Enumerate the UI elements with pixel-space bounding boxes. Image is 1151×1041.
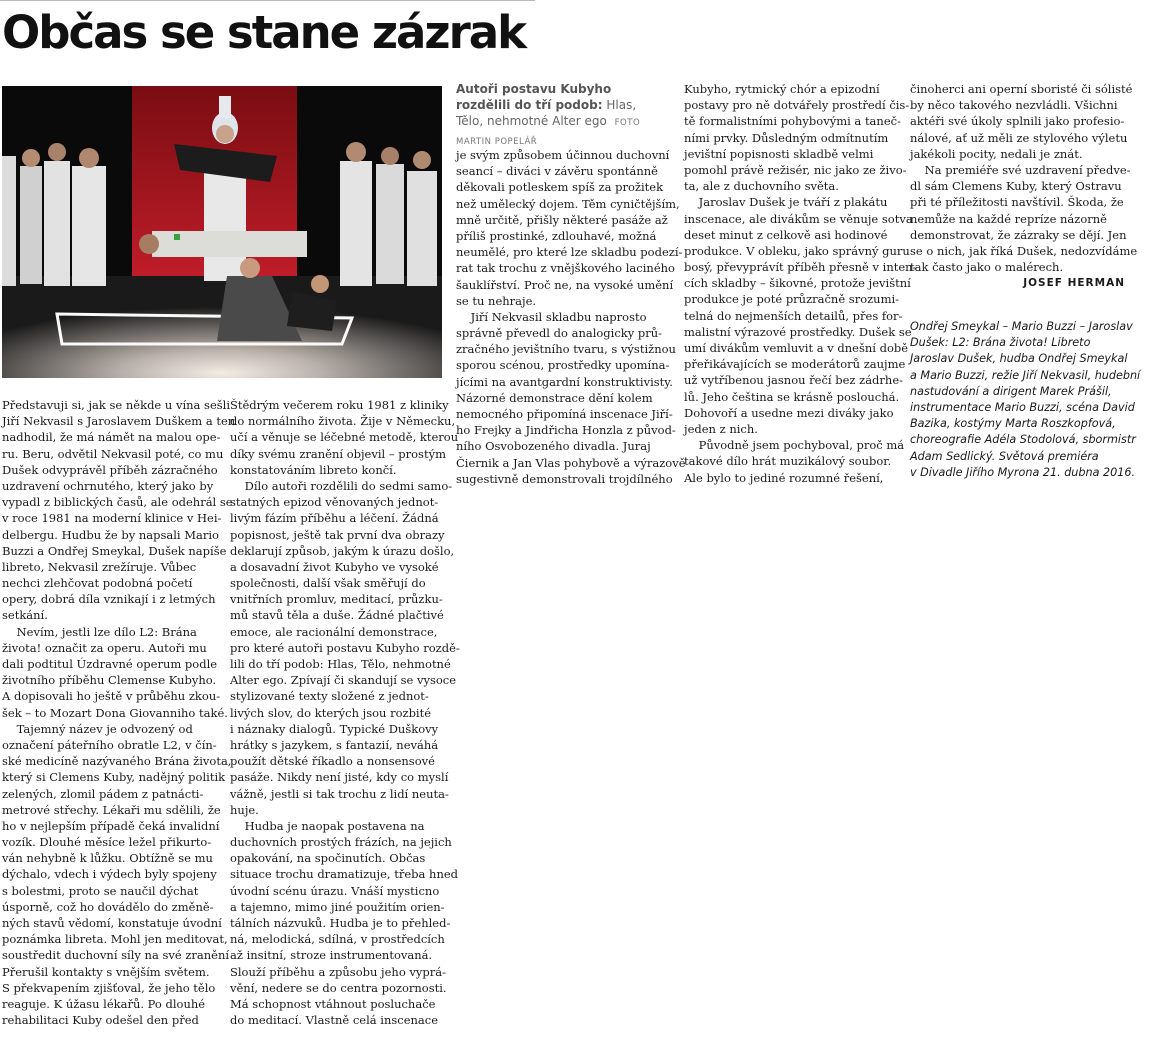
article-line: Představuji si, jak se někde u vína sešli bbox=[2, 398, 231, 412]
article-line: emoce, ale racionální demonstrace, bbox=[230, 624, 438, 639]
article-line: ské medicíně nazývaného Brána života, bbox=[2, 754, 232, 769]
production-credits bbox=[910, 319, 1141, 481]
article-line: učí a věnuje se léčebné metodě, kterou bbox=[230, 430, 459, 445]
article-column-3 bbox=[456, 147, 686, 487]
article-column-4 bbox=[684, 81, 917, 486]
article-line: Buzzi a Ondřej Smeykal, Dušek napíše bbox=[2, 543, 227, 558]
article-line: díky svému zranění objevil – prostým bbox=[230, 446, 446, 461]
credits-line: Ondřej Smeykal – Mario Buzzi – Jaroslav bbox=[910, 320, 1133, 333]
article-line: označení páteřního obratle L2, v čín- bbox=[2, 737, 217, 752]
article-line: jakékoli pocity, nedali je znát. bbox=[910, 146, 1083, 161]
article-line: by něco takového nezvládli. Všichni bbox=[910, 98, 1118, 113]
article-line: vypadl z biblických časů, ale odehrál se bbox=[2, 495, 233, 510]
article-line: děkovali potleskem spíš za prožitek bbox=[456, 180, 664, 195]
article-line: ního Osvobozeného divadla. Juraj bbox=[456, 439, 651, 454]
credits-line: Dušek: L2: Brána života! Libreto bbox=[910, 336, 1091, 350]
article-line: Nevím, jestli lze dílo L2: Brána bbox=[2, 624, 197, 639]
article-line: se o nich, jak říká Dušek, nedozvídáme bbox=[910, 243, 1138, 258]
article-line: deklarují způsob, jakým k úrazu došlo, bbox=[230, 543, 455, 558]
article-line: Dohovoří a usedne mezi diváky jako bbox=[684, 405, 894, 420]
article-line: opakování, na spočinutích. Občas bbox=[230, 851, 426, 866]
article-line: reaguje. K úžasu lékařů. Po dlouhé bbox=[2, 996, 206, 1011]
article-line: soustředit duchovní síly na své zranění bbox=[2, 948, 230, 963]
article-line: sugestivně demonstrovali trojdílného bbox=[456, 471, 673, 486]
article-line: Jaroslav Dušek je tváří z plakátu bbox=[684, 195, 888, 210]
article-line: už vytříbenou jasnou řečí bez zádrhe- bbox=[684, 373, 904, 388]
article-line: A dopisovali ho ještě v průběhu zkou- bbox=[2, 689, 221, 704]
article-line: a dosavadní život Kubyho ve vysoké bbox=[230, 559, 439, 574]
article-line: neumělé, pro které lze skladbu podezí- bbox=[456, 245, 683, 260]
article-line: hrátky s jazykem, s fantazií, neváhá bbox=[230, 737, 439, 752]
article-line: v roce 1981 na moderní klinice v Hei- bbox=[2, 511, 222, 526]
article-line: lili do tří podob: Hlas, Tělo, nehmotné bbox=[230, 657, 451, 671]
article-line: i náznaky dialogů. Typické Duškovy bbox=[230, 721, 439, 736]
article-line: až insitní, stroze instrumentovaná. bbox=[230, 948, 433, 963]
article-line: ván nehybně k lůžku. Obtížně se mu bbox=[2, 851, 213, 866]
credits-line: choreografie Adéla Stodolová, sbormistr bbox=[910, 433, 1136, 447]
article-line: sporou scénou, prostředky upomína- bbox=[456, 358, 670, 373]
article-line: setkání. bbox=[2, 608, 48, 623]
photo-caption bbox=[456, 81, 656, 150]
article-line: při té příležitosti navštívil. Škoda, že bbox=[910, 195, 1124, 210]
article-line: jícími na avantgardní konstruktivisty. bbox=[456, 374, 673, 389]
article-line: tak často jako o malérech. bbox=[910, 260, 1064, 275]
article-line: pasáže. Nikdy není jisté, kdy co myslí bbox=[230, 770, 449, 785]
article-line: opery, dobrá díla vznikají i z letmých bbox=[2, 592, 216, 607]
stage-photo-illustration bbox=[2, 86, 442, 378]
article-line: poznámka libreta. Mohl jen meditovat, bbox=[2, 932, 228, 947]
article-line: Na premiéře své uzdravení předve- bbox=[910, 162, 1131, 177]
article-line: mně určitě, přišly některé pasáže až bbox=[456, 212, 668, 227]
article-line: nadhodil, že má námět na malou ope- bbox=[2, 430, 221, 445]
article-line: pomohl právě režisér, nic jako ze živo- bbox=[684, 162, 907, 177]
top-rule bbox=[0, 0, 535, 1]
article-line: Čiernik a Jan Vlas pohybově a výrazově bbox=[456, 455, 686, 470]
article-line: seancí – diváci v závěru spontánně bbox=[456, 164, 658, 179]
article-line: společnosti, další však směřují do bbox=[230, 576, 426, 591]
article-line: Má schopnost vtáhnout posluchače bbox=[230, 996, 436, 1011]
article-line: konstatováním libreto končí. bbox=[230, 462, 397, 477]
article-line: umí divákům vemluvit a v dnešní době bbox=[684, 341, 909, 355]
article-line: a tajemno, mimo jiné použitím orien- bbox=[230, 899, 445, 914]
article-line: tálních názvuků. Hudba je to přehled- bbox=[230, 916, 451, 930]
article-line: Jiří Nekvasil s Jaroslavem Duškem a ten bbox=[2, 414, 236, 429]
article-line: huje. bbox=[230, 802, 259, 817]
article-line: života! označit za operu. Autoři mu bbox=[2, 640, 207, 655]
article-line: se tu nehraje. bbox=[456, 293, 537, 308]
article-line: livým fázím příběhu a léčení. Žádná bbox=[230, 511, 439, 526]
article-line: nálové, ať už měli ze stylového výletu bbox=[910, 130, 1128, 145]
article-line: telná do nejmenších detailů, přes for- bbox=[684, 308, 903, 323]
article-line: statných epizod věnovaných jednot- bbox=[230, 495, 439, 510]
article-line: životního příběhu Clemense Kubyho. bbox=[2, 673, 217, 688]
article-line: s bolestmi, proto se naučil dýchat bbox=[2, 883, 199, 898]
caption-text: Hlas, Tělo, nehmotné Alter ego bbox=[456, 98, 637, 129]
article-line: pro které autoři postavu Kubyho rozdě- bbox=[230, 640, 460, 655]
headline: Občas se stane zázrak bbox=[2, 6, 526, 59]
article-line: ho Frejky a Jindřicha Honzla z původ- bbox=[456, 423, 676, 438]
photo-credit: FOTO MARTIN POPELÁŘ bbox=[456, 118, 641, 147]
article-line: ru. Beru, odvětil Nekvasil poté, co mu bbox=[2, 446, 224, 461]
article-line: postavy pro ně dotvářely prostředí čis- bbox=[684, 98, 910, 113]
article-line: přeřikávajících se moderátorů zaujme bbox=[684, 357, 906, 372]
article-line: popisnost, ještě tak první dva obrazy bbox=[230, 527, 445, 542]
article-line: šek – to Mozart Dona Giovanniho také. bbox=[2, 705, 228, 720]
article-line: Štědrým večerem roku 1981 z kliniky bbox=[230, 398, 449, 412]
credits-line: Jaroslav Dušek, hudba Ondřej Smeykal bbox=[910, 352, 1128, 366]
article-line: produkce je poté průzračně srozumi- bbox=[684, 292, 900, 307]
article-line: dl sám Clemens Kuby, který Ostravu bbox=[910, 179, 1122, 194]
article-line: situace trochu dramatizuje, třeba hned bbox=[230, 867, 459, 882]
article-line: do meditací. Vlastně celá inscenace bbox=[230, 1013, 439, 1028]
article-line: úvodní scénu úrazu. Vnáší mysticno bbox=[230, 883, 440, 898]
caption-lead: Autoři postavu Kubyho rozdělili do tří podob: bbox=[456, 82, 612, 113]
article-line: Ale bylo to jediné rozumné řešení, bbox=[684, 470, 884, 485]
article-line: Názorné demonstrace dění kolem bbox=[456, 390, 653, 405]
article-line: dýchalo, vdech i výdech byly spojeny bbox=[2, 867, 217, 882]
article-line: lů. Jeho čeština se krásně poslouchá. bbox=[684, 389, 900, 404]
article-line: rat tak trochu z vnějškového laciného bbox=[456, 261, 675, 276]
article-line: cích skladby – šikovné, protože jevištní bbox=[684, 276, 911, 291]
article-line: malistní výrazové prostředky. Dušek se bbox=[684, 324, 912, 339]
article-line: ných stavů vědomí, konstatuje úvodní bbox=[2, 916, 222, 930]
article-line: vozík. Dlouhé měsíce ležel přikurto- bbox=[2, 835, 212, 850]
article-line: nemocného připomíná inscenace Jiří- bbox=[456, 407, 673, 421]
article-line: Kubyho, rytmický chór a epizodní bbox=[684, 82, 880, 96]
article-line: dali podtitul Úzdravné operum podle bbox=[2, 657, 218, 671]
credits-line: instrumentace Mario Buzzi, scéna David bbox=[910, 400, 1135, 414]
article-line: vážně, jestli si tak trochu z lidí neuta- bbox=[230, 786, 449, 801]
article-line: Dušek odvyprávěl příběh zázračného bbox=[2, 462, 218, 477]
article-line: mů stavů těla a duše. Žádné plačtivé bbox=[230, 608, 444, 623]
article-line: je svým způsobem účinnou duchovní bbox=[456, 148, 670, 162]
credits-line: a Mario Buzzi, režie Jiří Nekvasil, hudební bbox=[910, 368, 1141, 382]
article-line: takové dílo hrát muzikálový soubor. bbox=[684, 454, 892, 469]
article-line: ná, melodická, sdílná, v prostředcích bbox=[230, 932, 445, 947]
article-line: uzdravení ochrnutého, který jako by bbox=[2, 478, 214, 493]
article-line: Alter ego. Zpívají či skandují se vysoce bbox=[230, 673, 457, 688]
article-line: Původně jsem pochyboval, proč má bbox=[684, 438, 905, 453]
article-line: delbergu. Hudbu že by napsali Mario bbox=[2, 527, 219, 542]
article-line: tě formalistními pohybovými a taneč- bbox=[684, 114, 901, 129]
credits-line: v Divadle Jiřího Myrona 21. dubna 2016. bbox=[910, 465, 1136, 479]
article-column-5 bbox=[910, 81, 1138, 291]
article-line: jeden z nich. bbox=[684, 421, 758, 436]
article-line: nemůže na každé repríze názorně bbox=[910, 211, 1107, 226]
article-line: jevištní popisnosti skladbě velmi bbox=[684, 146, 874, 161]
article-column-1 bbox=[2, 397, 236, 1028]
article-line: ními prvky. Důsledným odmítnutím bbox=[684, 130, 889, 145]
article-line: Tajemný název je odvozený od bbox=[2, 721, 193, 736]
article-line: než umělecký dojem. Těm cyničtějším, bbox=[456, 196, 680, 211]
credits-line: Adam Sedlický. Světová premiéra bbox=[910, 449, 1099, 463]
article-line: vění, nedere se do centra pozornosti. bbox=[230, 980, 447, 995]
article-line: který si Clemens Kuby, nadějný politik bbox=[2, 770, 226, 785]
author-signature: JOSEF HERMAN bbox=[1023, 277, 1125, 290]
article-line: Přerušil kontakty s vnějším světem. bbox=[2, 964, 210, 979]
article-line: bosý, převyprávít příběh přesně v inten- bbox=[684, 260, 917, 275]
article-line: livých slov, do kterých jsou rozbité bbox=[230, 705, 432, 720]
article-line: duchovních prostých frázích, na jejich bbox=[230, 835, 452, 850]
article-line: Slouží příběhu a způsobu jeho vyprá- bbox=[230, 964, 446, 979]
article-line: ta, ale z duchovního světa. bbox=[684, 179, 839, 194]
article-line: zelených, zlomil pádem z patnácti- bbox=[2, 786, 204, 801]
article-line: použít dětské říkadlo a nonsensové bbox=[230, 754, 435, 769]
article-photo bbox=[2, 86, 442, 378]
article-line: správně převedl do analogicky prů- bbox=[456, 326, 663, 341]
article-line: aktéři své úkoly splnili jako profesio- bbox=[910, 114, 1125, 129]
article-line: příliš prostinké, zdlouhavé, možná bbox=[456, 228, 657, 243]
article-line: produkce. V obleku, jako správný guru bbox=[684, 243, 910, 258]
article-line: nechci zlehčovat podobná početí bbox=[2, 576, 193, 591]
article-line: úsporně, což ho dovádělo do změně- bbox=[2, 899, 214, 914]
article-line: metrové střechy. Lékaři mu sdělili, že bbox=[2, 802, 221, 817]
article-line: Hudba je naopak postavena na bbox=[230, 818, 425, 833]
article-line: šauklířství. Proč ne, na vysoké umění bbox=[456, 277, 674, 292]
article-line: rehabilitaci Kuby odešel den před bbox=[2, 1013, 199, 1028]
article-line: vnitřních promluv, meditací, průzku- bbox=[230, 592, 443, 607]
credits-line: Bazika, kostýmy Marta Roszkopfová, bbox=[910, 417, 1116, 431]
article-line: ho v nejlepším případě čeká invalidní bbox=[2, 818, 220, 833]
article-line: stylizované texty složené z jednot- bbox=[230, 689, 429, 704]
article-column-2 bbox=[230, 397, 460, 1028]
article-line: činoherci ani operní sboristé či sólisté bbox=[910, 82, 1133, 96]
article-line: libreto, Nekvasil zrežíruje. Vůbec bbox=[2, 559, 197, 574]
article-line: demonstrovat, že zázraky se dějí. Jen bbox=[910, 227, 1127, 242]
article-line: do normálního života. Žije v Německu, bbox=[230, 414, 456, 429]
credits-line: nastudování a dirigent Marek Prášil, bbox=[910, 384, 1112, 398]
article-line: deset minut z celkově asi hodinové bbox=[684, 227, 888, 242]
article-line: Jiří Nekvasil skladbu naprosto bbox=[456, 309, 647, 324]
article-line: zračného jevištního tvaru, s výstižnou bbox=[456, 342, 676, 357]
article-line: inscenace, ale divákům se věnuje sotva bbox=[684, 211, 913, 226]
article-line: Dílo autoři rozdělili do sedmi samo- bbox=[230, 478, 453, 493]
article-line: S překvapením zjišťoval, že jeho tělo bbox=[2, 980, 216, 995]
